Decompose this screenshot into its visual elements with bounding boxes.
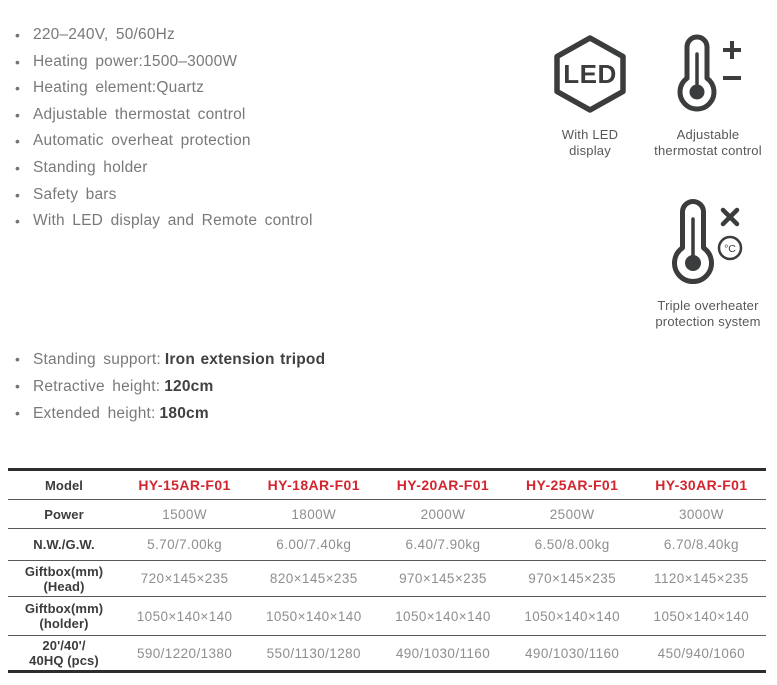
badge-caption: Adjustable thermostat control — [654, 127, 762, 158]
table-cell: 1050×140×140 — [395, 608, 491, 624]
model-name: HY-15AR-F01 — [138, 477, 231, 493]
badge-overheat-protection — [640, 198, 776, 329]
spec-label: Retractive height: — [33, 378, 161, 395]
table-cell: 490/1030/1160 — [525, 645, 620, 661]
feature-item — [14, 128, 313, 155]
table-cell: 2000W — [420, 506, 466, 522]
led-hexagon-icon — [551, 35, 629, 113]
table-cell: 970×145×235 — [528, 571, 617, 586]
table-cell: 1120×145×235 — [654, 571, 749, 586]
feature-item — [14, 49, 313, 76]
spec-label: Extended height: — [33, 405, 156, 422]
feature-item — [14, 208, 313, 235]
table-cell: 550/1130/1280 — [266, 645, 361, 661]
feature-text: Standing holder — [33, 158, 148, 176]
table-cell: 1050×140×140 — [524, 608, 620, 624]
badge-led-display — [542, 35, 638, 158]
row-header: Giftbox(mm) (holder) — [24, 601, 104, 631]
table-cell: 6.40/7.90kg — [405, 537, 481, 552]
table-cell: 1500W — [162, 506, 207, 522]
feature-text: Safety bars — [33, 185, 117, 203]
row-header: Power — [44, 506, 84, 522]
feature-item — [14, 22, 313, 49]
thermometer-plus-minus-icon — [670, 33, 746, 113]
table-row-giftbox-head — [8, 561, 766, 597]
spec-value: 180cm — [159, 405, 209, 422]
table-row-weight — [8, 529, 766, 561]
table-cell: 3000W — [678, 506, 724, 522]
spec-label: Standing support: — [33, 351, 161, 368]
row-header: N.W./G.W. — [33, 537, 95, 552]
table-cell: 1050×140×140 — [653, 608, 750, 624]
model-name: HY-30AR-F01 — [655, 477, 748, 493]
model-name: HY-25AR-F01 — [525, 477, 619, 493]
table-row-container-qty — [8, 636, 766, 672]
row-header-model: Model — [44, 477, 84, 493]
table-cell: 490/1030/1160 — [395, 645, 491, 661]
spec-value: Iron extension tripod — [164, 351, 326, 368]
badge-caption: With LED display — [561, 127, 619, 158]
feature-text: Adjustable thermostat control — [33, 105, 246, 123]
feature-text: Heating element:Quartz — [33, 79, 205, 97]
feature-item — [14, 75, 313, 102]
table-cell: 970×145×235 — [399, 571, 487, 586]
table-cell: 820×145×235 — [269, 571, 358, 586]
table-row-model — [8, 470, 766, 500]
row-header: Giftbox(mm) (Head) — [24, 563, 104, 594]
spec-value: 120cm — [164, 378, 214, 395]
badge-adjustable-thermostat — [652, 33, 764, 158]
table-cell: 2500W — [549, 506, 595, 522]
table-cell: 1050×140×140 — [265, 608, 362, 624]
table-cell: 450/940/1060 — [657, 645, 746, 661]
thermometer-overheat-icon — [666, 198, 750, 286]
table-row-power — [8, 500, 766, 529]
feature-text: 220–240V, 50/60Hz — [33, 26, 176, 43]
model-name: HY-18AR-F01 — [267, 477, 360, 493]
model-spec-table — [8, 468, 766, 673]
feature-text: Heating power:1500–3000W — [33, 52, 238, 70]
feature-item — [14, 155, 313, 182]
stand-spec-list — [14, 346, 325, 427]
feature-text: Automatic overheat protection — [33, 132, 251, 150]
table-row-giftbox-holder — [8, 597, 766, 636]
feature-text: With LED display and Remote control — [33, 212, 313, 230]
badge-caption: Triple overheater protection system — [655, 298, 761, 329]
table-cell: 6.00/7.40kg — [276, 537, 352, 552]
table-cell: 1800W — [291, 506, 337, 522]
table-cell: 6.50/8.00kg — [534, 537, 610, 552]
row-header: 20'/40'/ 40HQ (pcs) — [29, 638, 99, 668]
model-name: HY-20AR-F01 — [396, 477, 490, 493]
svg-text:LED: LED — [563, 59, 617, 89]
spec-item — [14, 400, 325, 427]
table-cell: 590/1220/1380 — [136, 645, 233, 661]
feature-item — [14, 182, 313, 209]
svg-text:°C: °C — [724, 243, 736, 255]
table-cell: 720×145×235 — [140, 571, 229, 586]
spec-item — [14, 346, 325, 373]
feature-item — [14, 102, 313, 129]
feature-list — [14, 22, 313, 235]
spec-item — [14, 373, 325, 400]
table-cell: 6.70/8.40kg — [663, 537, 739, 552]
table-cell: 5.70/7.00kg — [147, 537, 223, 552]
table-cell: 1050×140×140 — [136, 608, 233, 624]
